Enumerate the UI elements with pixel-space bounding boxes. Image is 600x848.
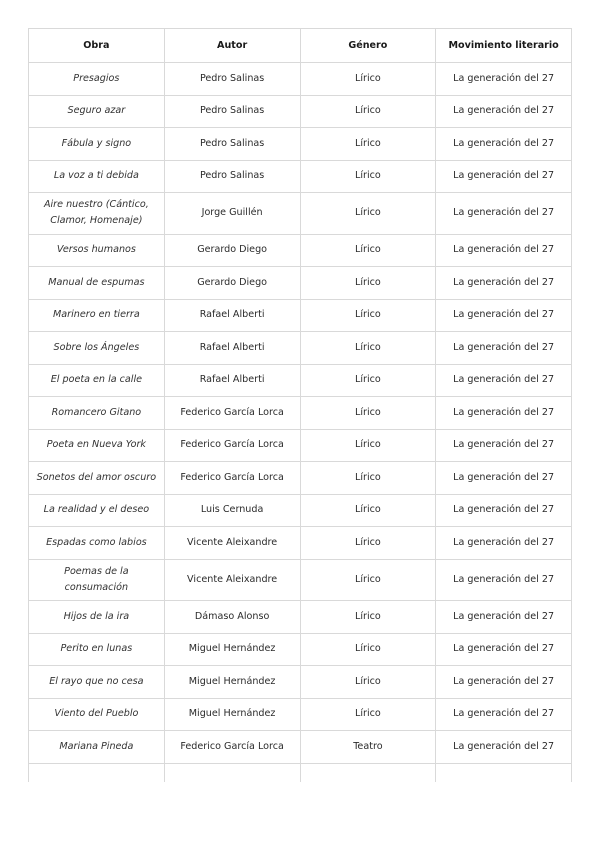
empty-cell	[436, 763, 572, 782]
cell-genero: Lírico	[300, 267, 436, 300]
cell-obra: Manual de espumas	[29, 267, 165, 300]
cell-autor: Gerardo Diego	[164, 234, 300, 267]
cell-autor: Vicente Aleixandre	[164, 527, 300, 560]
cell-obra: Perito en lunas	[29, 633, 165, 666]
cell-movimiento: La generación del 27	[436, 397, 572, 430]
table-body	[29, 63, 572, 782]
cell-autor: Rafael Alberti	[164, 299, 300, 332]
cell-obra: Aire nuestro (Cántico, Clamor, Homenaje)	[29, 193, 165, 235]
table-row	[29, 95, 572, 128]
cell-obra: La voz a ti debida	[29, 160, 165, 193]
cell-obra: Romancero Gitano	[29, 397, 165, 430]
table-row	[29, 63, 572, 96]
cell-autor: Miguel Hernández	[164, 666, 300, 699]
cell-autor: Jorge Guillén	[164, 193, 300, 235]
cell-genero: Lírico	[300, 128, 436, 161]
cell-obra: La realidad y el deseo	[29, 494, 165, 527]
cell-genero: Lírico	[300, 601, 436, 634]
cell-movimiento: La generación del 27	[436, 666, 572, 699]
cell-autor: Gerardo Diego	[164, 267, 300, 300]
table-row	[29, 364, 572, 397]
table-row-empty	[29, 763, 572, 782]
table-row	[29, 601, 572, 634]
table-row	[29, 731, 572, 764]
empty-cell	[164, 763, 300, 782]
header-genero: Género	[300, 29, 436, 63]
cell-autor: Miguel Hernández	[164, 633, 300, 666]
cell-autor: Federico García Lorca	[164, 731, 300, 764]
cell-genero: Lírico	[300, 234, 436, 267]
cell-movimiento: La generación del 27	[436, 633, 572, 666]
table-header	[29, 29, 572, 63]
table-row	[29, 193, 572, 235]
table-row	[29, 462, 572, 495]
cell-movimiento: La generación del 27	[436, 234, 572, 267]
cell-genero: Lírico	[300, 95, 436, 128]
cell-movimiento: La generación del 27	[436, 494, 572, 527]
cell-autor: Rafael Alberti	[164, 364, 300, 397]
cell-movimiento: La generación del 27	[436, 193, 572, 235]
cell-movimiento: La generación del 27	[436, 601, 572, 634]
cell-autor: Miguel Hernández	[164, 698, 300, 731]
table-row	[29, 397, 572, 430]
header-movimiento: Movimiento literario	[436, 29, 572, 63]
cell-obra: Versos humanos	[29, 234, 165, 267]
table-row	[29, 494, 572, 527]
cell-genero: Lírico	[300, 364, 436, 397]
document-page	[28, 28, 571, 782]
table-row	[29, 527, 572, 560]
table-row	[29, 299, 572, 332]
cell-genero: Lírico	[300, 559, 436, 601]
table-row	[29, 128, 572, 161]
cell-movimiento: La generación del 27	[436, 429, 572, 462]
header-obra: Obra	[29, 29, 165, 63]
cell-genero: Lírico	[300, 63, 436, 96]
cell-obra: Sobre los Ángeles	[29, 332, 165, 365]
literature-table	[28, 28, 572, 782]
cell-autor: Rafael Alberti	[164, 332, 300, 365]
cell-movimiento: La generación del 27	[436, 559, 572, 601]
cell-movimiento: La generación del 27	[436, 95, 572, 128]
cell-genero: Teatro	[300, 731, 436, 764]
cell-obra: Presagios	[29, 63, 165, 96]
cell-movimiento: La generación del 27	[436, 299, 572, 332]
table-row	[29, 429, 572, 462]
cell-genero: Lírico	[300, 160, 436, 193]
table-row	[29, 267, 572, 300]
cell-autor: Pedro Salinas	[164, 95, 300, 128]
cell-genero: Lírico	[300, 462, 436, 495]
cell-obra: Poeta en Nueva York	[29, 429, 165, 462]
table-row	[29, 160, 572, 193]
cell-autor: Pedro Salinas	[164, 160, 300, 193]
table-row	[29, 234, 572, 267]
table-row	[29, 666, 572, 699]
table-row	[29, 332, 572, 365]
empty-cell	[300, 763, 436, 782]
table-row	[29, 559, 572, 601]
cell-autor: Dámaso Alonso	[164, 601, 300, 634]
table-row	[29, 698, 572, 731]
empty-cell	[29, 763, 165, 782]
cell-genero: Lírico	[300, 633, 436, 666]
cell-autor: Pedro Salinas	[164, 63, 300, 96]
cell-movimiento: La generación del 27	[436, 731, 572, 764]
cell-obra: Fábula y signo	[29, 128, 165, 161]
cell-genero: Lírico	[300, 527, 436, 560]
cell-obra: Viento del Pueblo	[29, 698, 165, 731]
cell-obra: Espadas como labios	[29, 527, 165, 560]
cell-autor: Pedro Salinas	[164, 128, 300, 161]
cell-genero: Lírico	[300, 698, 436, 731]
cell-obra: Hijos de la ira	[29, 601, 165, 634]
cell-genero: Lírico	[300, 494, 436, 527]
cell-movimiento: La generación del 27	[436, 364, 572, 397]
cell-genero: Lírico	[300, 193, 436, 235]
cell-movimiento: La generación del 27	[436, 332, 572, 365]
header-row	[29, 29, 572, 63]
cell-autor: Vicente Aleixandre	[164, 559, 300, 601]
cell-movimiento: La generación del 27	[436, 128, 572, 161]
cell-obra: Sonetos del amor oscuro	[29, 462, 165, 495]
header-autor: Autor	[164, 29, 300, 63]
cell-genero: Lírico	[300, 332, 436, 365]
cell-obra: Seguro azar	[29, 95, 165, 128]
cell-movimiento: La generación del 27	[436, 462, 572, 495]
table-row	[29, 633, 572, 666]
cell-genero: Lírico	[300, 299, 436, 332]
cell-genero: Lírico	[300, 666, 436, 699]
cell-autor: Luis Cernuda	[164, 494, 300, 527]
cell-genero: Lírico	[300, 429, 436, 462]
cell-genero: Lírico	[300, 397, 436, 430]
cell-autor: Federico García Lorca	[164, 462, 300, 495]
cell-obra: Marinero en tierra	[29, 299, 165, 332]
cell-obra: Poemas de la consumación	[29, 559, 165, 601]
cell-autor: Federico García Lorca	[164, 397, 300, 430]
cell-movimiento: La generación del 27	[436, 160, 572, 193]
cell-movimiento: La generación del 27	[436, 527, 572, 560]
cell-autor: Federico García Lorca	[164, 429, 300, 462]
cell-obra: El poeta en la calle	[29, 364, 165, 397]
cell-obra: Mariana Pineda	[29, 731, 165, 764]
cell-movimiento: La generación del 27	[436, 63, 572, 96]
cell-obra: El rayo que no cesa	[29, 666, 165, 699]
cell-movimiento: La generación del 27	[436, 698, 572, 731]
cell-movimiento: La generación del 27	[436, 267, 572, 300]
